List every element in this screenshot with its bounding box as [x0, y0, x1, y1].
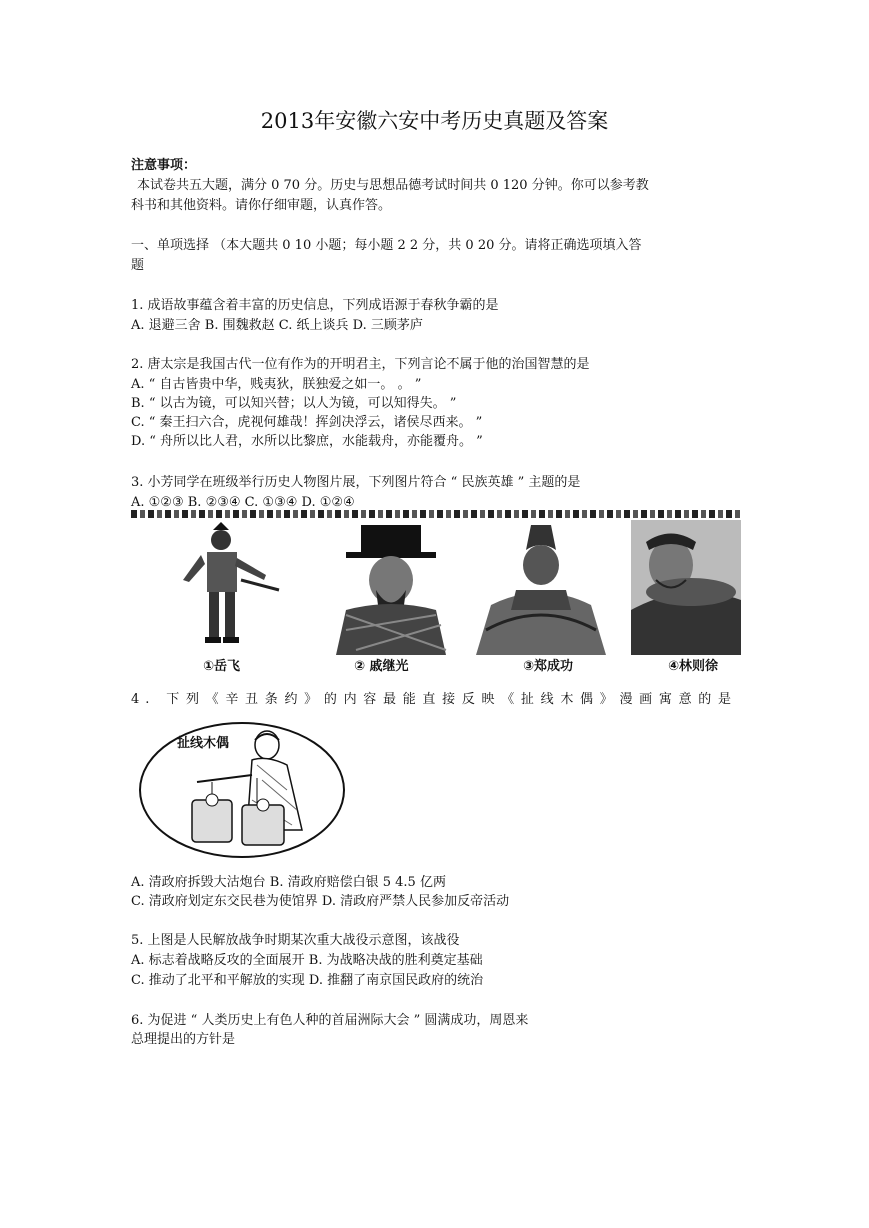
lin-zexu-portrait [631, 520, 741, 655]
q3-caption-3: ③郑成功 [523, 659, 574, 674]
q6-stem-line-1: 6. 为促进 “ 人类历史上有色人种的首届洲际大会 ” 圆满成功，周恩来 [131, 1013, 529, 1028]
notice-line-2: 科书和其他资料。请你仔细审题，认真作答。 [131, 198, 392, 213]
q4-cartoon [137, 720, 347, 860]
q4-options-ab: A. 清政府拆毁大沽炮台 B. 清政府赔偿白银 5 4.5 亿两 [131, 875, 446, 890]
q3-caption-4: ④林则徐 [668, 659, 719, 674]
q1-stem: 1. 成语故事蕴含着丰富的历史信息，下列成语源于春秋争霸的是 [131, 298, 499, 313]
section-heading-1: 一、单项选择 （本大题共 0 10 小题；每小题 2 2 分，共 0 20 分。请将正确选项填入答 [131, 238, 642, 253]
q5-stem: 5. 上图是人民解放战争时期某次重大战役示意图，该战役 [131, 933, 460, 948]
cartoon-label: 扯线木偶 [177, 736, 230, 751]
q3-caption-2: ② 戚继光 [354, 659, 409, 674]
q6-stem-line-2: 总理提出的方针是 [131, 1032, 236, 1047]
q2-option-a: A. “ 自古皆贵中华，贱夷狄，朕独爱之如一。 。 ” [131, 377, 422, 392]
q2-option-d: D. “ 舟所以比人君，水所以比黎庶，水能载舟，亦能覆舟。 ” [131, 434, 483, 449]
q2-option-c: C. “ 秦王扫六合，虎视何雄哉！挥剑决浮云，诸侯尽西来。 ” [131, 415, 483, 430]
zheng-chenggong-portrait [476, 520, 606, 655]
q1-options: A. 退避三舍 B. 围魏救赵 C. 纸上谈兵 D. 三顾茅庐 [131, 318, 423, 333]
q2-stem: 2. 唐太宗是我国古代一位有作为的开明君主，下列言论不属于他的治国智慧的是 [131, 357, 590, 372]
q5-options-cd: C. 推动了北平和平解放的实现 D. 推翻了南京国民政府的统治 [131, 973, 484, 988]
q3-portraits [131, 510, 741, 680]
section-heading-2: 题 [131, 258, 145, 273]
notice-line-1: 本试卷共五大题，满分 0 70 分。历史与思想品德考试时间共 0 120 分钟。你可以参考教 [137, 178, 649, 193]
q2-option-b: B. “ 以古为镜，可以知兴替；以人为镜，可以知得失。 ” [131, 396, 457, 411]
q3-stem: 3. 小芳同学在班级举行历史人物图片展，下列图片符合 “ 民族英雄 ” 主题的是 [131, 475, 581, 490]
q4-options-cd: C. 清政府划定东交民巷为使馆界 D. 清政府严禁人民参加反帝活动 [131, 894, 510, 909]
puppet-cartoon-illustration [137, 720, 347, 860]
notice-heading: 注意事项： [131, 158, 197, 173]
q5-options-ab: A. 标志着战略反攻的全面展开 B. 为战略决战的胜利奠定基础 [131, 953, 483, 968]
q3-options: A. ①②③ B. ②③④ C. ①③④ D. ①②④ [131, 495, 355, 510]
page-title: 2013年安徽六安中考历史真题及答案 [260, 109, 609, 133]
qi-jiguang-portrait [326, 520, 456, 655]
q3-caption-1: ①岳飞 [203, 659, 241, 674]
q4-stem: 4. 下列《辛丑条约》的内容最能直接反映《扯线木偶》漫画寓意的是 [131, 692, 737, 707]
yue-fei-portrait [171, 520, 281, 655]
scan-artifact-stripe [131, 510, 741, 518]
